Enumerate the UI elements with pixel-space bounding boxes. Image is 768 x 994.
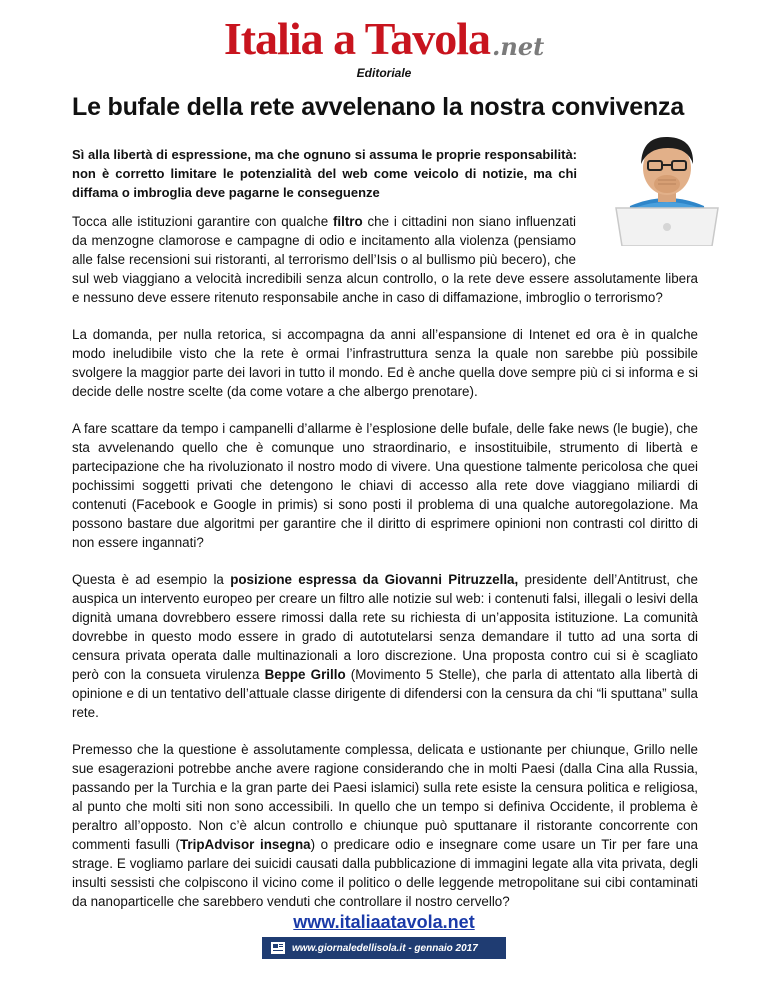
footer-site-link[interactable]: www.italiaatavola.net (293, 912, 475, 932)
grillo-link[interactable]: Beppe Grillo (264, 667, 346, 682)
article-lead: Sì alla libertà di espressione, ma che ognuno si assuma le proprie responsabilità: non è corretto limitare le potenzialità del web come veicolo di notizie, ma chi diffama o imbroglia deve pagarne le conseguenze (72, 147, 577, 200)
site-logo[interactable] (0, 14, 768, 64)
article-title: Le bufale della rete avvelenano la nostra convivenza (72, 93, 685, 121)
paragraph-2: La domanda, per nulla retorica, si accompagna da anni all’espansione di Intenet ed ora è in qualche modo ineludibile visto che la rete è ormai l’infrastruttura senza la quale non sarebbe più possibile svolgere la maggior parte dei lavori in tutto il mondo. Ed è anche quella dove sempre più ci si informa e si decide delle nostre scelte (da come votare a che albergo prenotare). (72, 327, 698, 399)
pitruzzella-link[interactable]: posizione espressa da Giovanni Pitruzzella, (230, 572, 519, 587)
logo-wordmark: Italia a Tavola (223, 13, 491, 64)
paragraph-1: Tocca alle istituzioni garantire con qualche filtro che i cittadini non siano influenzati da menzogne clamorose e campagne di odio e incitamento alla violenza (pensiamo alle false recensioni sui ristoranti, al terrorismo dell’Isis o al bullismo più becero), che sul web viaggiano a velocità incredibili senza alcun controllo, o la rete deve essere assolutamente libera e nessuno deve essere ritenuto responsabile anche in caso di diffamazione, imbroglio o terrorismo? (72, 214, 698, 305)
paragraph-4: Questa è ad esempio la posizione espressa da Giovanni Pitruzzella, presidente dell’Antitrust, che auspica un intervento europeo per creare un filtro alle notizie sul web: i contenuti falsi, illegali o lesivi della dignità umana dovrebbero essere rimossi dalla rete su richiesta di un’apposita istituzione. La comunità dovrebbe in questo modo essere in grado di autotutelarsi senza demandare il tutto ad una sorta di censura privata operata dalle multinazionali a loro discrezione. Una proposta contro cui si è scagliato però con la consueta virulenza Beppe Grillo (Movimento 5 Stelle), che parla di attentato alla libertà di opinione e di un tentativo dell’attuale classe dirigente di difendersi con la censura da chi “li sputtana” sulla rete. (72, 572, 698, 720)
filtro-emphasis: filtro (332, 214, 363, 229)
footer-band-text: www.giornaledellisola.it - gennaio 2017 (292, 942, 478, 954)
footer-source-band (262, 937, 506, 959)
paragraph-3: A fare scattare da tempo i campanelli d’allarme è l’esplosione delle bufale, delle fake news (le bugie), che sta avvelenando quello che è comunque uno straordinario, e insostituibile, strumento di libertà e partecipazione che ha rivoluzionato il nostro modo di vivere. Una questione talmente pericolosa che quei pochissimi soggetti privati che detengono le chiavi di accesso alla rete dove viaggiano miliardi di contenuti (Facebook e Google in primis) si sono posti il problema di una qualche autoregolazione. Ma possono bastare due algoritmi per garantire che il diritto di esprimere opinioni non contrasti col diritto di non essere ingannati? (72, 421, 698, 550)
article-body (72, 212, 698, 929)
section-label: Editoriale (356, 66, 412, 80)
paragraph-5: Premesso che la questione è assolutamente complessa, delicata e ustionante per chiunque, Grillo nelle sue esagerazioni potrebbe anche avere ragione considerando che in molti Paesi (dalla Cina alla Russia, passando per la Turchia e la gran parte dei Paesi islamici) sulla rete esiste la censura politica e religiosa, al punto che molti siti non sono accessibili. In quello che un tempo si definiva Occidente, il problema è peraltro all’opposto. Non c’è alcun controllo e chiunque può sputtanare il ristorante concorrente con commenti fasulli (TripAdvisor insegna) o predicare odio e insegnare come usare un Tir per fare una strage. E vogliamo parlare dei suicidi causati dalla pubblicazione di immagini legate alla vita privata, degli insulti sessisti che colpiscono il vicino come il politico o delle leggende metropolitane sui cibi contaminati da nanoparticelle che sarebbero venduti che controllare il nostro cervello? (72, 742, 698, 909)
newspaper-icon (270, 940, 286, 956)
logo-suffix: .net (492, 32, 545, 61)
tripadvisor-link[interactable]: TripAdvisor insegna (179, 837, 311, 852)
